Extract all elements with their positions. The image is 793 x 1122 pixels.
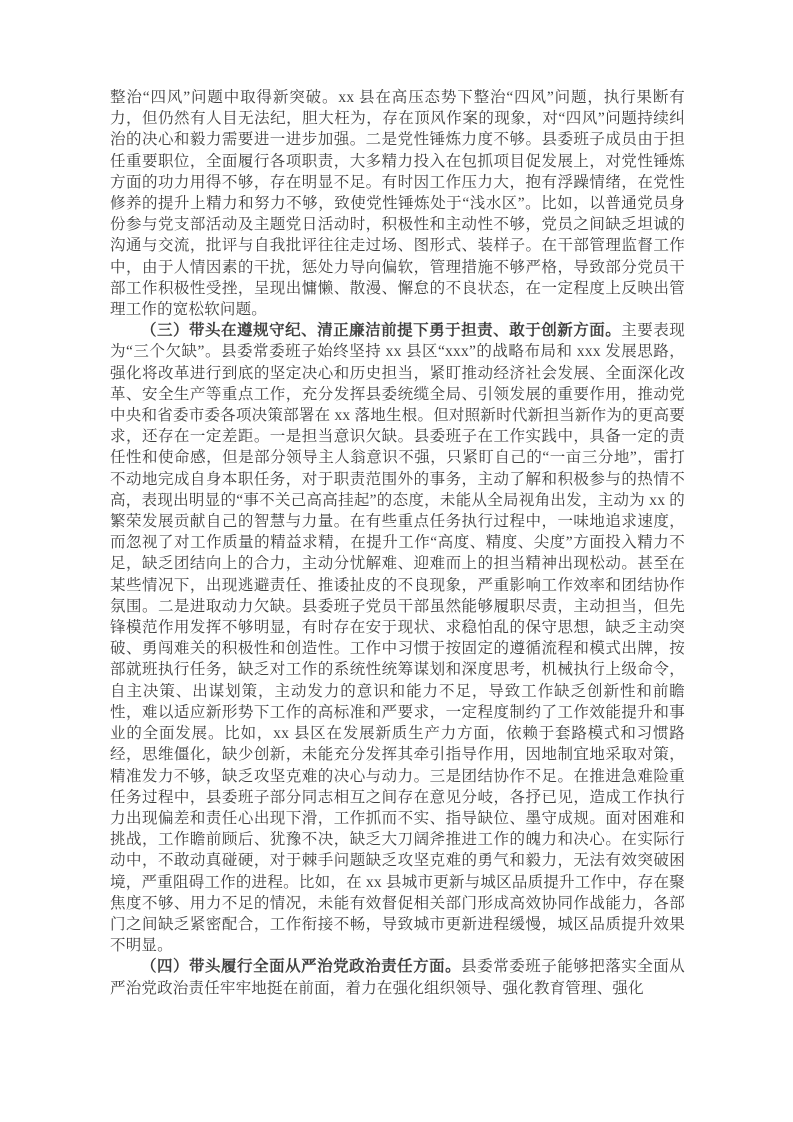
paragraph-continuation bbox=[110, 87, 685, 320]
section-four-heading: （四）带头履行全面从严治党政治责任方面。 bbox=[141, 958, 462, 976]
section-four-body: 县委常委班子能够把落实全面从严治党政治责任牢牢地挺在前面，着力在强化组织领导、强化教育管理、强化 bbox=[110, 958, 685, 997]
paragraph-section-four bbox=[110, 956, 685, 998]
section-three-body: 主要表现为“三个欠缺”。县委常委班子始终坚持 xx 县区“xxx”的战略布局和 xxx 发展思路，强化将改革进行到底的坚定决心和历史担当，紧盯推动经济社会发展、全面深化改革、安全生产等重点工作，充分发挥县委统缆全局、引领发展的重要作用，推动党中央和省委市委各项决策部署在 xx 落地生根。但对照新时代新担当新作为的更高要求，还存在一定差距。一是担当意识欠缺。县委班子在工作实践中，具备一定的责任性和使命感，但是部分领导主人翁意识不强，只紧盯自己的“一亩三分地”，雷打不动地完成自身本职任务，对于职责范围外的事务，主动了解和积极参与的热情不高，表现出明显的“事不关己高高挂起”的态度，未能从全局视角出发，主动为 xx 的繁荣发展贡献自己的智慧与力量。在有些重点任务执行过程中，一味地追求速度，而忽视了对工作质量的精益求精，在提升工作“高度、精度、尖度”方面投入精力不足，缺乏团结向上的合力，主动分忧解难、迎难而上的担当精神出现松动。甚至在某些情况下，出现逃避责任、推诿扯皮的不良现象，严重影响工作效率和团结协作氛围。二是进取动力欠缺。县委班子党员干部虽然能够履职尽责，主动担当，但先锋模范作用发挥不够明显，有时存在安于现状、求稳怕乱的保守思想，缺乏主动突破、勇闯难关的积极性和创造性。工作中习惯于按固定的遵循流程和模式出牌，按部就班执行任务，缺乏对工作的系统性统筹谋划和深度思考，机械执行上级命令，自主决策、出谋划策，主动发力的意识和能力不足，导致工作缺乏创新性和前瞻性，难以适应新形势下工作的高标准和严要求，一定程度制约了工作效能提升和事业的全面发展。比如，xx 县区在发展新质生产力方面，依赖于套路模式和习惯路经，思维僵化，缺少创新，未能充分发挥其牵引指导作用，因地制宜地采取对策，精准发力不够，缺乏攻坚克难的决心与动力。三是团结协作不足。在推进急难险重任务过程中，县委班子部分同志相互之间存在意见分岐，各抒已见，造成工作执行力出现偏差和责任心出现下滑，工作抓而不实、指导缺位、墨守成规。面对困难和挑战，工作瞻前顾后、犹豫不决，缺乏大刀阔斧推进工作的魄力和决心。在实际行动中，不敢动真碰硬，对于棘手问题缺乏攻坚克难的勇气和毅力，无法有效突破困境，严重阻碍工作的进程。比如，在 xx 县城市更新与城区品质提升工作中，存在聚焦度不够、用力不足的情况，未能有效督促相关部门形成高效协同作战能力，各部门之间缺乏紧密配合，工作衔接不畅，导致城市更新进程缓慢，城区品质提升效果不明显。 bbox=[110, 322, 685, 955]
paragraph-section-three bbox=[110, 320, 685, 956]
paragraph-continuation-body: 整治“四风”问题中取得新突破。xx 县在高压态势下整治“四风”问题，执行果断有力，但仍然有人目无法纪，胆大枉为，存在顶风作案的现象，对“四风”问题持续纠治的决心和毅力需要进一进步加强。二是党性锤炼力度不够。县委班子成员由于担任重要职位，全面履行各项职责，大多精力投入在包抓项目促发展上，对党性锤炼方面的功力用得不够，存在明显不足。有时因工作压力大，抱有浮躁情绪，在党性修养的提升上精力和努力不够，致使党性锤炼处于“浅水区”。比如，以普通党员身份参与党支部活动及主题党日活动时，积极性和主动性不够，党员之间缺乏坦诚的沟通与交流，批评与自我批评往往走过场、图形式、装样子。在干部管理监督工作中，由于人情因素的干扰，惩处力导向偏软，管理措施不够严格，导致部分党员干部工作积极性受挫，呈现出慵懒、散漫、懈怠的不良状态，在一定程度上反映出管理工作的宽松软问题。 bbox=[110, 89, 685, 319]
section-three-heading: （三）带头在遵规守纪、清正廉洁前提下勇于担责、敢于创新方面。 bbox=[141, 322, 622, 340]
